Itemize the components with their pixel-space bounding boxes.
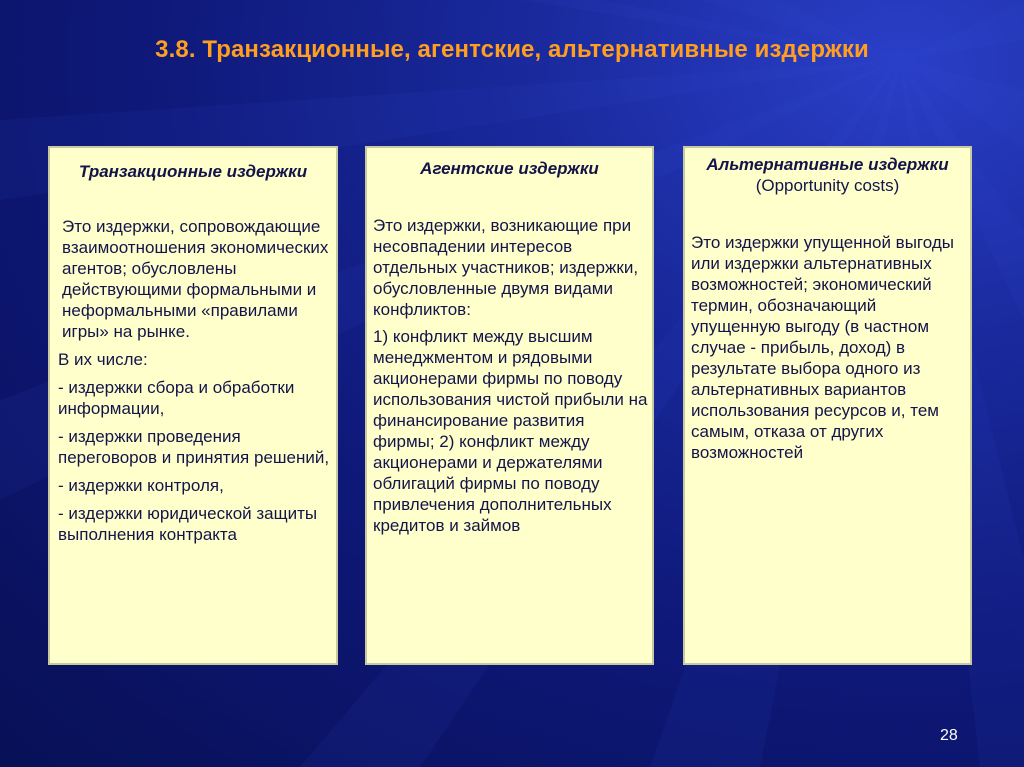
card-body xyxy=(685,196,970,463)
card-paragraph: 1) конфликт между высшим менеджментом и рядовыми акционерами фирмы по поводу использования чистой прибыли на финансирование развития фирмы; 2) конфликт между акционерами и держателями облигаций фирмы по поводу привлечения дополнительных кредитов и займов xyxy=(373,327,648,535)
card-paragraph: - издержки контроля, xyxy=(58,476,224,495)
card-heading-suffix: (Opportunity costs) xyxy=(755,176,900,195)
card-heading: Транзакционные издержки xyxy=(78,162,308,181)
card-paragraph: В их числе: xyxy=(58,350,148,369)
card-agency-costs xyxy=(365,146,654,665)
card-paragraph: - издержки юридической защиты выполнения контракта xyxy=(58,504,318,544)
card-opportunity-costs xyxy=(683,146,972,665)
card-heading: Агентские издержки xyxy=(420,159,599,178)
page-number: 28 xyxy=(940,727,958,744)
card-heading xyxy=(685,148,970,196)
card-transaction-costs xyxy=(48,146,338,665)
card-paragraph: Это издержки, возникающие при несовпадении интересов отдельных участников; издержки, обусловленные двумя видами конфликтов: xyxy=(373,216,639,319)
card-paragraph: - издержки сбора и обработки информации, xyxy=(58,378,295,418)
slide-title: 3.8. Транзакционные, агентские, альтернативные издержки xyxy=(155,36,869,63)
card-paragraph: - издержки проведения переговоров и принятия решений, xyxy=(58,427,330,467)
card-body xyxy=(367,179,652,536)
card-paragraph: Это издержки упущенной выгоды или издержки альтернативных возможностей; экономический термин, обозначающий упущенную выгоду (в частном случае - прибыль, доход) в результате выбора одного из альтернативных вариантов использования ресурсов и, тем самым, отказа от других возможностей xyxy=(691,233,954,462)
card-body xyxy=(50,182,336,545)
card-paragraph: Это издержки, сопровождающие взаимоотношения экономических агентов; обусловлены действующими формальными и неформальными «правилами игры» на рынке. xyxy=(62,217,329,341)
card-heading-text: Альтернативные издержки xyxy=(706,155,949,174)
